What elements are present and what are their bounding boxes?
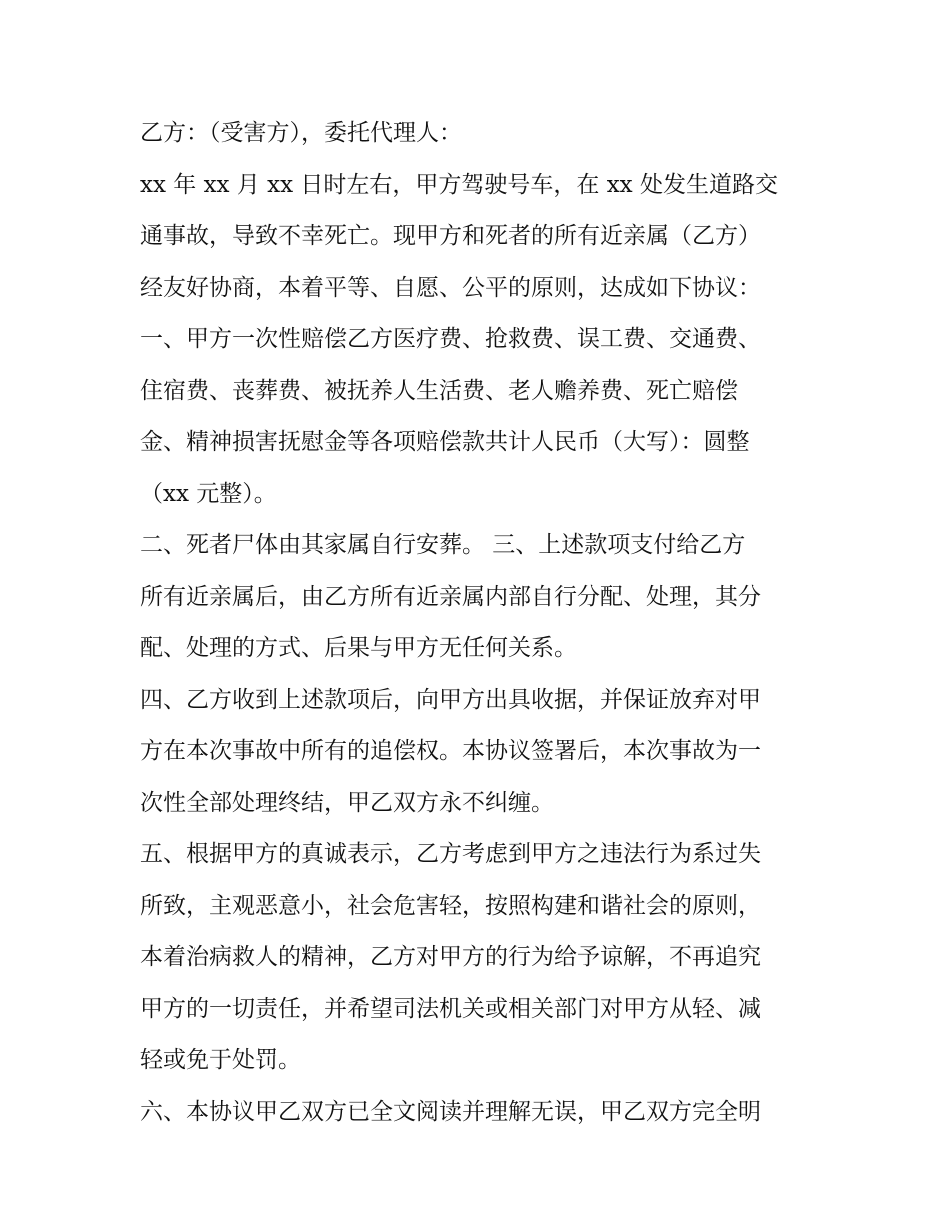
text-line-clause-5: 五、根据甲方的真诚表示，乙方考虑到甲方之违法行为系过失 [140, 841, 761, 867]
text-line: 通事故，导致不幸死亡。现甲方和死者的所有近亲属（乙方） [140, 223, 761, 249]
text-line-clause-6: 六、本协议甲乙双方已全文阅读并理解无误，甲乙双方完全明 [140, 1098, 761, 1125]
text-line: 住宿费、丧葬费、被抚养人生活费、老人赡养费、死亡赔偿 [140, 377, 738, 404]
text-line: 配、处理的方式、后果与甲方无任何关系。 [140, 635, 577, 661]
text-line: xx 年 xx 月 xx 日时左右，甲方驾驶号车，在 xx 处发生道路交 [140, 171, 778, 198]
text-line-party-b: 乙方：（受害方），委托代理人： [140, 120, 462, 146]
text-line: 本着治病救人的精神，乙方对甲方的行为给予谅解，不再追究 [140, 944, 761, 970]
text-line: 金、精神损害抚慰金等各项赔偿款共计人民币（大写）：圆整 [140, 429, 750, 455]
text-line: 次性全部处理终结，甲乙双方永不纠缠。 [140, 789, 554, 816]
text-line: 所致，主观恶意小，社会危害轻，按照构建和谐社会的原则， [140, 892, 761, 919]
text-line: 所有近亲属后，由乙方所有近亲属内部自行分配、处理，其分 [140, 583, 761, 610]
text-line-clause-1: 一、甲方一次性赔偿乙方医疗费、抢救费、误工费、交通费、 [140, 326, 761, 352]
text-line: 甲方的一切责任，并希望司法机关或相关部门对甲方从轻、减 [140, 995, 761, 1022]
text-line-clause-4: 四、乙方收到上述款项后，向甲方出具收据，并保证放弃对甲 [140, 686, 761, 713]
text-line: 轻或免于处罚。 [140, 1047, 301, 1073]
document-body [140, 108, 820, 1138]
text-line: （xx 元整）。 [140, 480, 277, 507]
text-line-clause-2-3: 二、死者尸体由其家属自行安葬。 三、上述款项支付给乙方 [140, 532, 746, 558]
text-line: 经友好协商，本着平等、自愿、公平的原则，达成如下协议： [140, 274, 761, 301]
text-line: 方在本次事故中所有的追偿权。本协议签署后，本次事故为一 [140, 738, 761, 764]
